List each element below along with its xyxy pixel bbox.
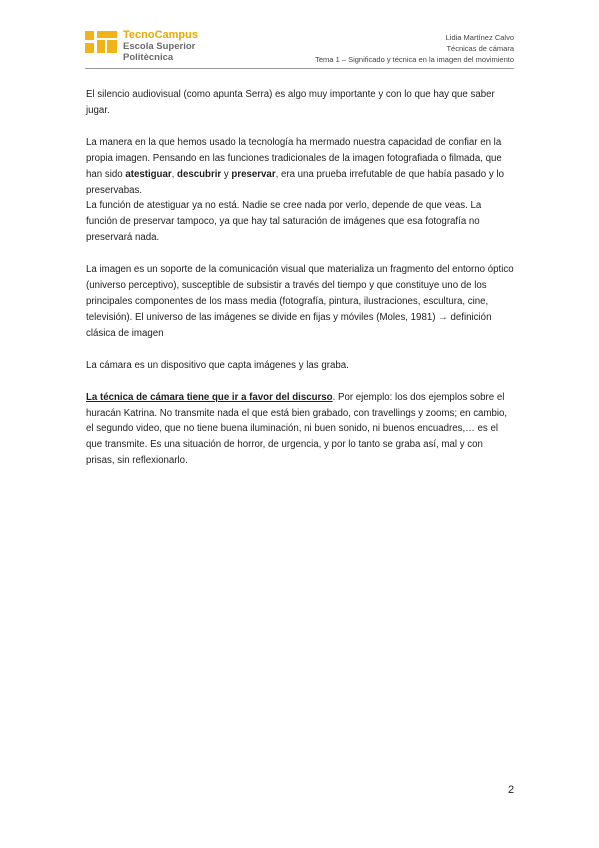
term-preservar: preservar (231, 168, 276, 180)
logo-mark-icon (85, 31, 117, 53)
author-name: Lidia Martínez Calvo (445, 33, 514, 42)
header-meta (315, 32, 514, 65)
term-atestiguar: atestiguar (125, 168, 172, 180)
document-body (86, 87, 514, 485)
paragraph-2-text-4: , era una prueba irrefutable de que había pasado y lo preservabas. (86, 168, 504, 196)
paragraph-5: La cámara es un dispositivo que capta imágenes y las graba. (86, 359, 349, 371)
term-descubrir: descubrir (177, 168, 222, 180)
paragraph-6-lead: La técnica de cámara tiene que ir a favor del discurso (86, 391, 333, 403)
header-divider (85, 68, 514, 69)
tecnocampus-logo (85, 30, 205, 66)
page-number: 2 (508, 784, 515, 796)
paragraph-3: La función de atestiguar ya no está. Nadie se cree nada por verlo, depende de que veas. La función de preservar tampoco, ya que hay tal saturación de imágenes que esa fotografía no preservará nada. (86, 200, 482, 244)
paragraph-2-text-2: , (171, 168, 178, 180)
paragraph-4: La imagen es un soporte de la comunicación visual que materializa un fragmento del entorno óptico (universo perceptivo), susceptible de subsistir a través del tiempo y que constituye uno de los principales componentes de los mass media (fotografía, pintura, ilustraciones, escultura, cine, televisión). El universo de las imágenes se divide en fijas y móviles (Moles, 1981) → definición clásica de imagen (86, 264, 514, 339)
paragraph-1: El silencio audiovisual (como apunta Serra) es algo muy importante y con lo que hay que saber jugar. (86, 89, 495, 116)
paragraph-2-text-1: La manera en la que hemos usado la tecnología ha mermado nuestra capacidad de confiar en la propia imagen. Pensando en las funciones tradicionales de la imagen fotografiada o filmada, que han sido (86, 136, 502, 180)
paragraph-2-text-3: y (221, 168, 232, 180)
course-name: Técnicas de cámara (446, 44, 514, 53)
topic-title: Tema 1 – Significado y técnica en la imagen del movimiento (315, 55, 514, 64)
paragraph-6 (86, 390, 514, 470)
logo-line-1: TecnoCampus (123, 29, 198, 41)
logo-line-2: Escola Superior (123, 41, 196, 52)
paragraph-2 (86, 135, 514, 199)
paragraph-6-rest: . Por ejemplo: los dos ejemplos sobre el huracán Katrina. No transmite nada el que está bien grabado, con travellings y zooms; en cambio, el segundo video, que no tiene buena iluminación, ni buen sonido, ni buenos encuadres,… es el que transmite. Es una situación de horror, de urgencia, y por lo tanto se graba así, mal y con prisas, sin reflexionarlo. (86, 391, 508, 467)
logo-text (123, 30, 198, 63)
logo-line-3: Politècnica (123, 52, 174, 63)
